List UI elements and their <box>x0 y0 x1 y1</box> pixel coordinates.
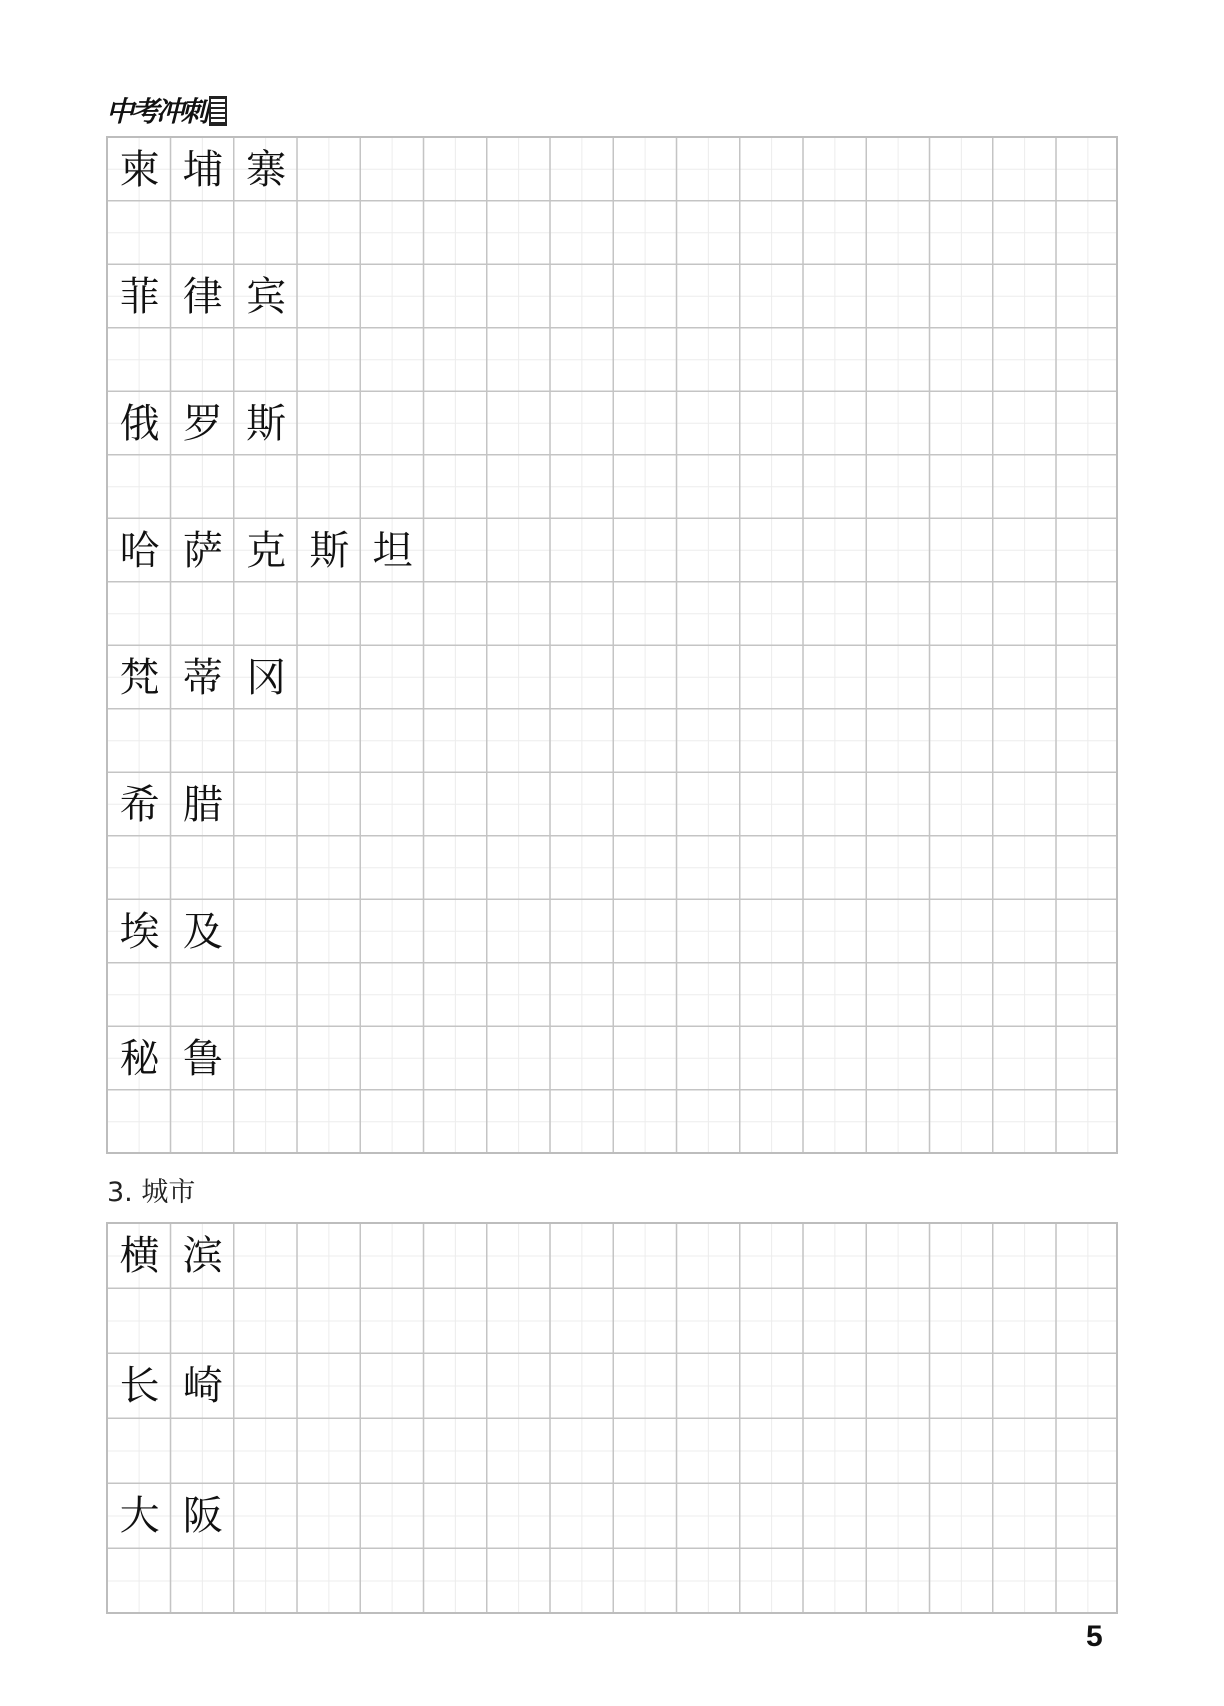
model-character: 寨 <box>246 146 287 193</box>
model-character: 菲 <box>119 273 160 320</box>
model-character: 横 <box>119 1232 160 1279</box>
page-number: 5 <box>1086 1620 1103 1653</box>
model-character: 宾 <box>246 273 287 320</box>
model-character: 崎 <box>182 1362 223 1409</box>
model-character: 梵 <box>119 654 160 701</box>
model-character: 秘 <box>119 1035 160 1082</box>
practice-row <box>108 646 298 709</box>
practice-row <box>108 519 424 582</box>
writing-grid-countries <box>106 136 1118 1154</box>
model-character: 滨 <box>182 1232 223 1279</box>
model-character: 斯 <box>309 527 350 574</box>
model-character: 希 <box>119 781 160 828</box>
practice-row <box>108 1224 235 1287</box>
section-title: 3. 城市 <box>107 1177 196 1208</box>
model-character: 斯 <box>246 400 287 447</box>
model-character: 腊 <box>182 781 223 828</box>
model-character: 萨 <box>182 527 223 574</box>
model-character: 坦 <box>372 527 413 574</box>
model-character: 长 <box>119 1362 160 1409</box>
series-logo <box>106 86 227 126</box>
practice-row <box>108 265 298 328</box>
model-character: 克 <box>246 527 287 574</box>
logo-text: 中考冲刺 <box>106 95 207 128</box>
model-character: 大 <box>119 1492 160 1539</box>
model-character: 埔 <box>182 146 223 193</box>
practice-row <box>108 773 235 836</box>
practice-row <box>108 1484 235 1547</box>
practice-row <box>108 900 235 963</box>
model-character: 鲁 <box>182 1035 223 1082</box>
practice-row <box>108 138 298 201</box>
model-character: 埃 <box>119 908 160 955</box>
model-character: 蒂 <box>182 654 223 701</box>
model-character: 柬 <box>119 146 160 193</box>
model-character: 阪 <box>182 1492 223 1539</box>
writing-grid-cities <box>106 1222 1118 1614</box>
model-character: 哈 <box>119 527 160 574</box>
model-character: 冈 <box>246 654 287 701</box>
model-character: 俄 <box>119 400 160 447</box>
practice-row <box>108 1027 235 1090</box>
logo-badge-icon <box>209 96 227 126</box>
model-character: 律 <box>182 273 223 320</box>
practice-row <box>108 392 298 455</box>
model-character: 及 <box>182 908 223 955</box>
model-character: 罗 <box>182 400 223 447</box>
practice-row <box>108 1354 235 1417</box>
